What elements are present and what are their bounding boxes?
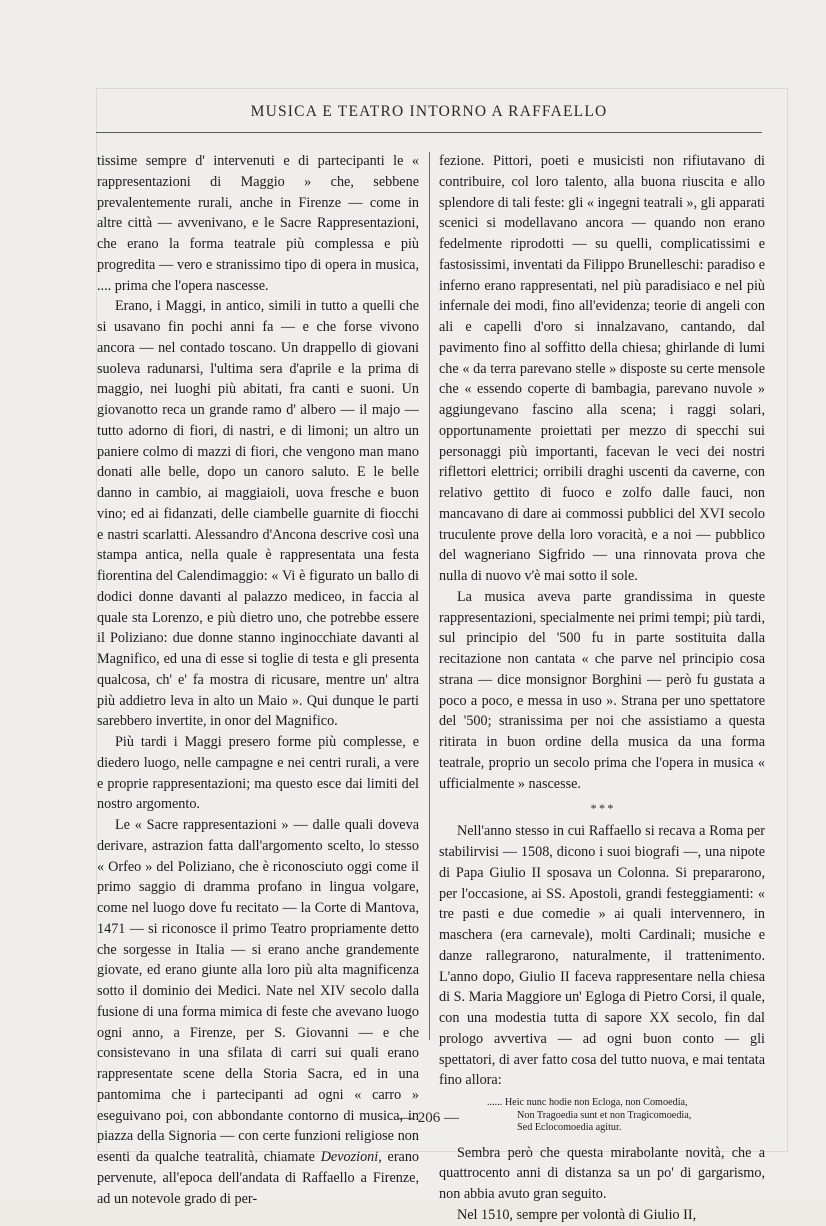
paragraph: Erano, i Maggi, in antico, simili in tutto a quelli che si usavano fin pochi anni fa — e che forse vivono ancora — nel contado toscano. Un drappello di giovani suoleva radunarsi, l'ultima sera d'aprile e la prima di maggio, nei luoghi più abitati, fra canti e suoni. Un giovanotto reca un grande ramo d' albero — il majo — tutto adorno di fiori, di nastri, e di limoni; un altro un paniere colmo di mazzi di fiori, che vengono man mano donati alle belle, dopo un canoro saluto. E le belle danno in cambio, ai maggiaioli, uova fresche e buon vino; ed ai fidanzati, delle ciambelle guarnite di fiocchi e nastri scarlatti. Alessandro d'Ancona descrive così una stampa antica, nella quale è rappresentata una festa fiorentina del Calendimaggio: « Vi è figurato un ballo di dodici donne davanti al palazzo mediceo, in faccia al quale sta Lorenzo, e più dietro uno, che potrebbe essere il Poliziano: due donne stanno inginocchiate davanti al Magnifico, ed una di esse si toglie di testa e gli presenta qualcosa, ch' e' fa mostra di ricusare, mentre un' altra più addietro leva in alto un Maio ». Qui dunque le parti sarebbero invertite, in onor del Magnifico. <box>97 298 419 730</box>
quote-line: Non Tragoedia sunt et non Tragicomoedia, <box>517 1109 692 1121</box>
header-rule <box>96 132 762 133</box>
italic-term: Devozioni, <box>320 1149 382 1165</box>
running-header: MUSICA E TEATRO INTORNO A RAFFAELLO <box>250 103 608 120</box>
paragraph: Nell'anno stesso in cui Raffaello si recava a Roma per stabilirvisi — 1508, dicono i suoi biografi —, una nipote di Papa Giulio II sposava un Colonna. Si prepararono, per l'occasione, ai SS. Apostoli, grandi festeggiamenti: « tre pasti e due comedie » ai quali intervennero, in maschera (era carnevale), molti Cardinali; musiche e danze rallegrarono, naturalmente, il trattenimento. L'anno dopo, Giulio II faceva rappresentare nella chiesa di S. Maria Maggiore un' Egloga di Pietro Corsi, il quale, con una modestia tutta di sapore XX secolo, fin dal prologo avvertiva — ad ogni buon conto — gli spettatori, di aver fatto cosa del tutto nuova, e mai tentata fino allora: <box>439 823 765 1089</box>
paragraph: La musica aveva parte grandissima in queste rappresentazioni, specialmente nei primi tempi; più tardi, sul principio del '500 fu in parte sostituita dalla recitazione non cantata « che parve nel principio cosa strana — dice monsignor Borghini — però fu gustata a poco a poco, e messa in uso ». Strana per uno spettatore del '500; stranissima per noi che assistiamo a questa ritirata in buon ordine della musica da una forma teatrale, proprio un secolo prima che l'opera in musica « ufficialmente » nascesse. <box>439 588 765 792</box>
paragraph: Sembra però che questa mirabolante novità, che a quattrocento anni di distanza sa un po' di gargarismo, non abbia avuto gran seguito. <box>439 1144 765 1202</box>
section-asterism: * * * <box>590 801 614 816</box>
paragraph: fezione. Pittori, poeti e musicisti non rifiutavano di contribuire, col loro talento, alla buona riuscita e allo splendore di tali feste: gli « ingegni teatrali », gli apparati scenici si modellavano ancora — quando non erano fedelmente riprodotti — su quelli, complicatissimi e fastosissimi, inventati da Filippo Brunelleschi: paradiso e inferno erano rappresentati, nel più paradisiaco e nel più infernale dei modi, fino all'evidenza; teorie di angeli con ali e capelli d'oro si innalzavano, cantando, dal pavimento fino al soffitto della chiesa; ghirlande di lumi che « da terra parevano stelle » disposte su certe mensole che « essendo coperte di bambagia, parevano nuvole » aggiungevano fascino alla scena; i raggi solari, opportunamente proiettati per mezzo di specchi sui personaggi più importanti, facevan le veci dei nostri riflettori elettrici; orribili draghi uscenti da caverne, con relativo gettito di fuoco e zolfo dalle fauci, non mancavano di dare ai commossi pubblici del XVI secolo truculente prove della loro voracità, e a noi — pubblico del wagneriano Sigfrido — una rinnovata prova che nulla di nuovo v'è mai sotto il sole. <box>439 153 765 584</box>
right-column <box>439 151 765 1226</box>
left-column <box>97 151 419 1209</box>
paragraph: tissime sempre d' intervenuti e di partecipanti le « rappresentazioni di Maggio » che, sebbene prevalentemente rurali, anche in Firenze — come in altre città — avvenivano, e le Sacre Rappresentazioni, che erano la forma teatrale più complessa e più progredita — vero e stranissimo tipo di opera in musica, .... prima che l'opera nascesse. <box>97 153 419 294</box>
page-number: — 206 — <box>399 1110 459 1126</box>
paragraph-text: erano pervenute, all'epoca dell'andata di Raffaello a Firenze, ad un notevole grado di per- <box>97 1149 420 1207</box>
quote-line: ...... Heic nunc hodie non Ecloga, non Comoedia, <box>487 1097 688 1108</box>
paragraph: Nel 1510, sempre per volontà di Giulio II, <box>457 1206 697 1223</box>
paragraph-text: Le « Sacre rappresentazioni » — dalle quali doveva derivare, astrazion fatta dall'argomento scelto, lo stesso « Orfeo » del Poliziano, che è riconosciuto oggi come il primo saggio di dramma profano in lingua volgare, come nel luogo dove fu recitato — la Corte di Mantova, 1471 — si riconosce il primo Teatro propriamente detto che sorgesse in Italia — si erano anche grandemente giovate, ed erano giunte alla loro più alta magnificenza sotto il dominio dei Medici. Nate nel XIV secolo dalla fusione di una forma mimica di feste che avevano luogo ogni anno, a Firenze, per S. Giovanni — e che consistevano in una sfilata di carri sui quali erano rappresentate scene della Storia Sacra, ed in una pantomima che i partecipanti ad ogni « carro » eseguivano poi, con abbondante contorno di musica, in piazza della Signoria — con certe funzioni religiose non esenti da qualche teatralità, chiamate <box>97 817 419 1165</box>
paragraph: Più tardi i Maggi presero forme più complesse, e diedero luogo, nelle campagne e nei centri rurali, a vere e proprie rappresentazioni; ma questo esce dai limiti del nostro argomento. <box>97 734 419 813</box>
quote-line: Sed Eclocomoedia agitur. <box>517 1122 622 1133</box>
column-divider <box>429 152 430 1040</box>
paragraph <box>97 815 419 1209</box>
